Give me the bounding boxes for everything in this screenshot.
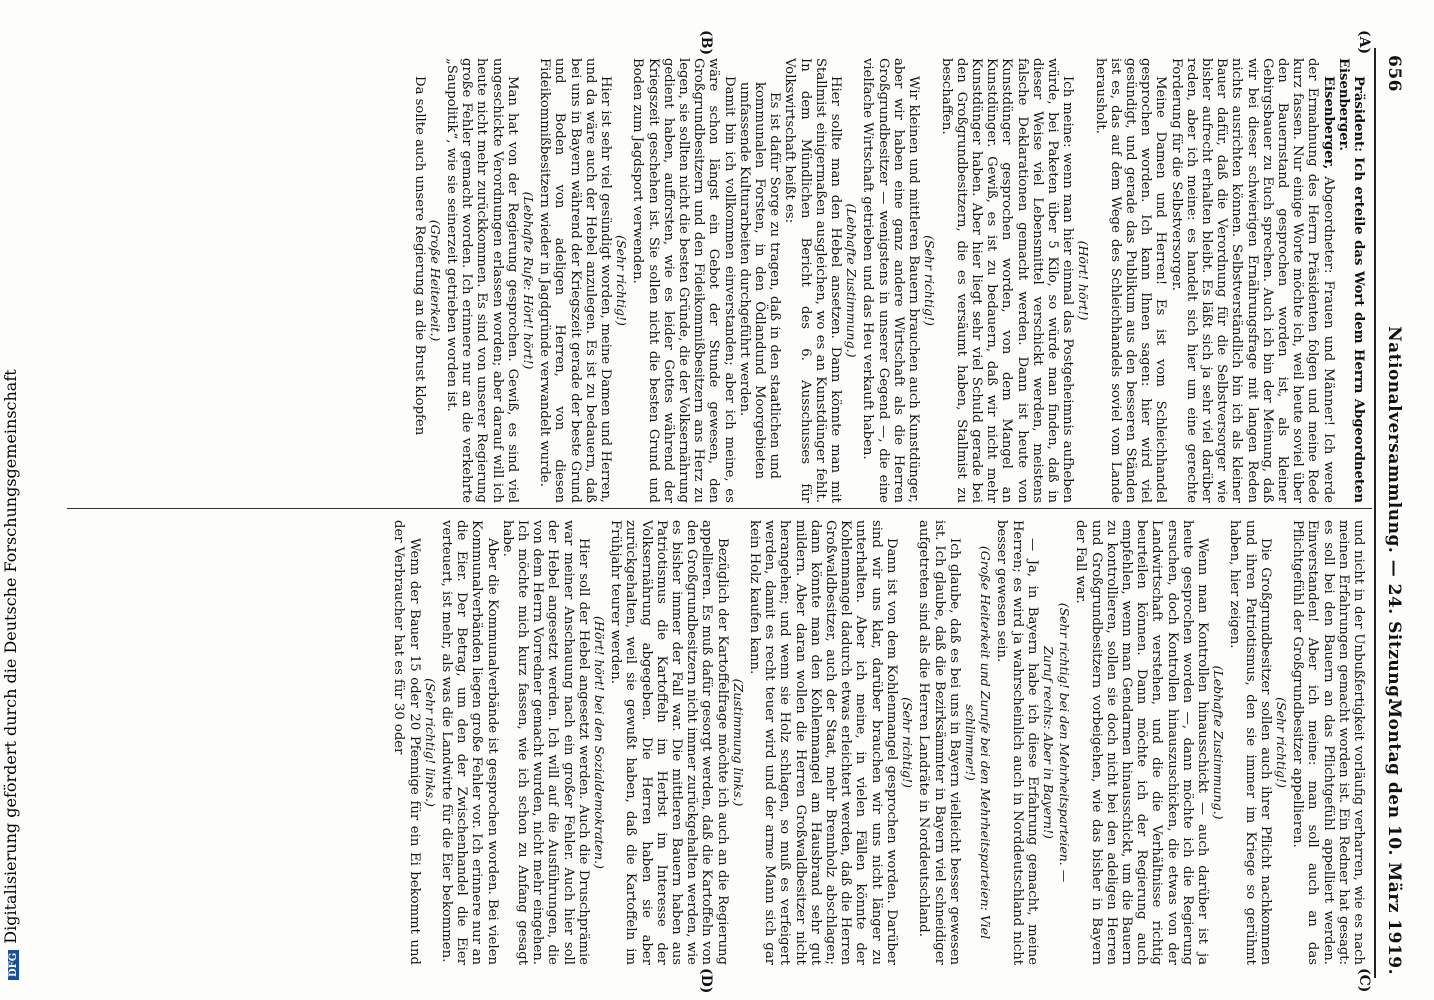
- paragraph: Meine Damen und Herren! Es ist vom Schleichhandel gesprochen worden. Ich kann Ihnen sagen: hier wird viel gesündigt, und gerade das Publikum aus den besseren Ständen ist es, das auf dem Wege des Schleichhandels soviel vom Lande herausholt.: [1092, 58, 1169, 503]
- interjection: (Lebhafte Zustimmung.): [844, 203, 860, 358]
- paragraph: Aber die Kommunalverbände ist gesprochen worden. Bei vielen Kommunalverbänden liegen große Fehler vor. Ich erinnere nur an die Eier. Der Betrag, um den der Zwischenhandel die Eier verteuert, ist mehr, als was die Landwirte für die Eier bekommen.: [439, 520, 500, 965]
- speaker-name: Eisenberger,: [1320, 76, 1336, 170]
- interjection: (Zustimmung links.): [730, 678, 746, 807]
- interjection: Zuruf rechts: Aber in Bayern!): [1040, 646, 1056, 839]
- interjection: (Große Heiterkeit.): [427, 219, 443, 342]
- interjection: (Lebhafte Zustimmung.): [1211, 665, 1227, 820]
- paragraph: Hier sollte man den Hebel ansetzen. Dann könnte man mit Stallmist einigermaßen ausgleichen, wo es an Kunstdünger fehlt. In dem Mündlichen Bericht des 6. Ausschusses für Volkswirtschaft heißt es:: [782, 58, 844, 503]
- paragraph-text: Ich erteile das Wort dem Herrn Abgeordneten Eisenberger.: [1335, 58, 1366, 503]
- paragraph: Hier soll der Hebel angesetzt werden. Auch die Druschprämie war meiner Anschauung nach ein großer Fehler. Auch hier soll der Hebel angesetzt werden. Ich will auf die Ausführungen, die von dem Herrn Vorredner gemacht wurden, nicht mehr eingehen. Ich möchte mich kurz fassen, wie ich schon zu Anfang gesagt habe.: [499, 520, 591, 965]
- interjection: (Lebhafte Rufe: Hört! hört!): [521, 191, 537, 370]
- paragraph: Man hat von der Regierung gesprochen. Gewiß, es sind viel ungeschickte Verordnungen erlassen worden; aber darauf will ich heute nicht mehr zurückkommen. Es sind von unserer Regierung große Fehler gemacht worden. Ich erinnere nur an die verkehrte „Saupolitik“, wie sie seinerzeit getrieben worden ist.: [444, 58, 520, 503]
- dfg-logo: DFG: [8, 950, 19, 980]
- paragraph: Damit bin ich vollkommen einverstanden; aber ich meine, es wäre schon längst ein Gebot der Stunde gewesen, den Großgrundbesitzern und den Fideikommißbesitzern ans Herz zu legen, sie sollten nicht die besten Gründe, die der Volksernährung gedient haben, aufforsten, wie es leider Gottes während der Kriegszeit geschehen ist. Sie sollen nicht die besten Grund und Boden zum Jagdsport verwenden.: [630, 58, 737, 503]
- right-column: [66, 520, 1366, 965]
- digitization-credit: [0, 0, 20, 1000]
- page-number: 656: [1384, 55, 1404, 92]
- interjection: (Große Heiterkeit und Zurufe bei den Mehrheitsparteien: Viel schlimmer!): [962, 545, 994, 940]
- interjection: (Sehr richtig!): [614, 235, 630, 326]
- margin-letter-d: (D): [698, 968, 714, 994]
- paragraph-text: Abgeordneter: Frauen und Männer! Ich werde der Ermahnung des Herrn Präsidenten folgen und meine Rede kurz fassen. Nur einige Worte möchte ich, weil heute soviel über den Bauernstand gesprochen worden ist, als kleiner Gebirgsbauer zu Euch sprechen. Auch ich bin der Meinung, daß wir bei dieser schwierigen Ernährungsfrage mit langen Reden nichts ausrichten können. Selbstverständlich bin ich als kleiner Bauer dafür, daß die Verordnung für die Selbstversorger wie bisher aufrecht erhalten bleibt. Es läßt sich ja sehr viel darüber reden, aber ich meine: es handelt sich hier um eine gerechte Forderung für die Selbstversorger.: [1168, 58, 1336, 503]
- paragraph: Wir kleinen und mittleren Bauern brauchen auch Kunstdünger, aber wir haben eine ganz andere Wirtschaft als die Herren Großgrundbesitzer — wenigstens in unserer Gegend —, die eine vielfache Wirtschaft getrieben und das Heu verkauft haben.: [860, 58, 922, 503]
- credit-text: Digitalisierung gefördert durch die Deutsche Forschungsgemeinschaft: [1, 369, 20, 944]
- page-title: Nationalversammlung. — 24. Sitzung.: [1384, 326, 1404, 704]
- left-column: [66, 58, 1366, 503]
- interjection: (Sehr richtig!): [1273, 697, 1289, 788]
- paragraph: [1336, 58, 1366, 503]
- paragraph: Die Großgrundbesitzer sollen auch ihrer Pflicht nachkommen und ihren Patriotismus, den sie immer im Kriege so gerühmt haben, hier zeigen.: [1227, 520, 1273, 965]
- paragraph: Da sollte auch unsere Regierung an die Brust klopfen: [411, 76, 427, 436]
- interjection: (Sehr richtig!): [900, 697, 916, 788]
- quotation: Es ist dafür Sorge zu tragen, daß in den staatlichen und kommunalen Forsten, in den Ödlandund Moorgebieten umfassende Kulturarbeiten durchgeführt werden.: [736, 82, 783, 479]
- paragraph: Ich glaube, daß es bei uns in Bayern vielleicht besser gewesen ist. Ich glaube, daß die Bezirksämmter in Bayern viel schneidiger aufgetreten sind als die Herren Landräte in Norddeutschland.: [916, 520, 962, 965]
- interjection: (Sehr richtig!): [922, 235, 938, 326]
- interjection: (Sehr richtig! links.): [422, 678, 438, 807]
- margin-letter-c: (C): [1356, 968, 1372, 993]
- paragraph: [1168, 58, 1335, 503]
- margin-letter-b: (B): [698, 30, 714, 56]
- margin-letter-a: (A): [1356, 30, 1372, 55]
- page-header: [1380, 55, 1406, 975]
- paragraph: Wenn der Bauer 15 oder 20 Pfennige für ein Ei bekommt und der Verbraucher hat es für 30 oder: [391, 520, 422, 965]
- session-date: Montag den 10. März 1919.: [1384, 699, 1404, 975]
- paragraph: Ich meine: wenn man hier einmal das Postgeheimnis aufheben würde, bei Paketen über 5 Kilo, so würde man finden, daß in dieser Weise viel Lebensmittel verschickt werden, meistens falsche Deklarationen gemacht werden. Dann ist heute von Kunstdünger gesprochen worden, von dem Mangel an Kunstdünger. Gewiß, es ist zu bedauern, daß wir nicht mehr Kunstdünger haben. Aber hier liegt sehr viel Schuld gerade bei den Großgrundbesitzern, die es versäumt haben, Stallmist zu beschaffen.: [938, 58, 1076, 503]
- paragraph: Bezüglich der Kartoffelfrage möchte ich auch an die Regierung appellieren. Es muß dafür gesorgt werden, daß die Kartoffeln von den Großgrundbesitzern nicht immer zurückgehalten werden, wie es bisher immer der Fall war. Die mittleren Bauern haben aus Patriotismus die Kartoffeln im Herbst im Interesse der Volksernährung abgegeben. Die Herren haben sie aber zurückgehalten, weil sie gewußt haben, daß die Kartoffeln im Frühjahr teurer werden.: [608, 520, 730, 965]
- interjection: (Hört! hört! bei den Sozialdemokraten.): [592, 616, 608, 869]
- paragraph: Dann ist von dem Kohlenmangel gesprochen worden. Darüber sind wir uns klar, darüber brauchen wir uns nicht länger zu unterhalten. Aber ich meine, in vielen Fällen könnte der Kohlenmangel dadurch etwas erleichtert werden, daß die Herren Großwaldbesitzer, auch der Staat, mehr Brennholz abschlagen; dann könnte man den Kohlenmangel am Hausbrand sehr gut mildern. Aber daran wollen die Herren Großwaldbesitzer nicht herangehen; und wenn sie Holz schlagen, so muß es verfeigert werden, damit es recht teuer wird und der arme Mann sich gar kein Holz kaufen kann.: [747, 520, 899, 965]
- column-divider: [67, 508, 1372, 509]
- header-rule: [1374, 48, 1376, 978]
- paragraph: Hier ist sehr viel gesündigt worden, meine Damen und Herren, und da wäre auch der Hebel anzulegen. Es ist zu bedauern, daß bei uns in Bayern während der Kriegszeit gerade der beste Grund und Boden von adeligen Herren, von diesen Fideikommißbesitzern wieder in Jagdgründe verwandelt wurde.: [537, 58, 614, 503]
- paragraph: — Ja, in Bayern habe ich diese Erfahrung gemacht, meine Herren; es wird ja wahrscheinlich auch in Norddeutschland nicht besser gewesen sein.: [994, 520, 1040, 965]
- speaker-name: Präsident:: [1351, 76, 1366, 153]
- interjection: (Sehr richtig! bei den Mehrheitsparteien. —: [1057, 602, 1073, 883]
- paragraph: Wenn man Kontrollen hinausschickt — auch darüber ist ja heute gesprochen worden —, dann möchte ich die Regierung ersuchen, doch Kontrollen hinauszuschicken, die etwas von der Landwirtschaft verstehen, und die die Verhältnisse richtig beurteilen können. Dann möchte ich der Regierung auch empfehlen, wenn man Gendarmen hinausschickt, um die Bauern zu kontrollieren, sollen sie doch nicht bei den adeligen Herren und Großgrundbesitzern vorbeigehen, wie das bisher in Bayern der Fall war.: [1073, 520, 1210, 965]
- paragraph: und nicht in der Unbußfertigkeit vorläufig verharren, wie es nach meinen Erfahrungen gemacht worden ist. Ein Redner hat gesagt: es soll bei den Bauern an das Pflichtgefühl appelliert werden. Einverstanden! Aber ich meine: man soll auch an das Pflichtgefühl der Großgrundbesitzer appellieren.: [1290, 520, 1366, 965]
- interjection: (Hört! hört!): [1076, 240, 1092, 321]
